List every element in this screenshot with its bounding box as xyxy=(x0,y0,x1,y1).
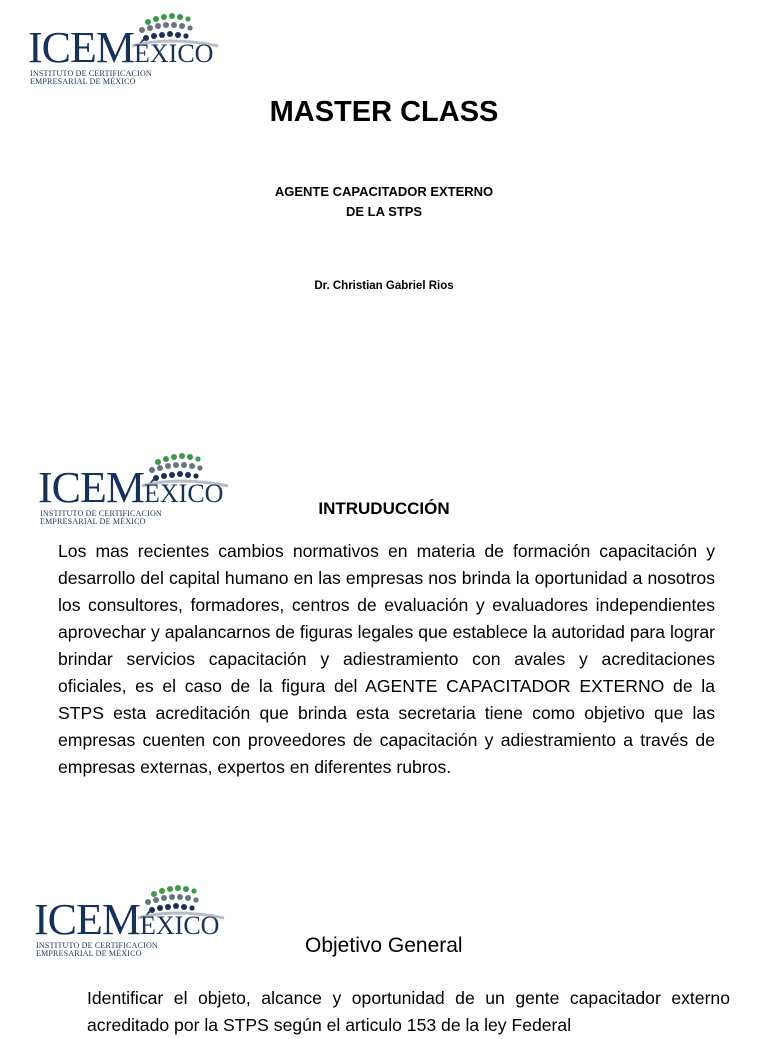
logo xyxy=(28,12,214,92)
logo-subtitle: INSTITUTO DE CERTIFICACION EMPRESARIAL DE MÉXICO xyxy=(40,509,162,526)
cover-subtitle: AGENTE CAPACITADOR EXTERNO DE LA STPS xyxy=(274,184,494,219)
logo-subtitle: INSTITUTO DE CERTIFICACION EMPRESARIAL DE MÉXICO xyxy=(30,69,152,86)
objective-heading: Objetivo General xyxy=(305,934,463,957)
objective-paragraph: Identificar el objeto, alcance y oportunidad de un gente capacitador externo acreditado por la STPS según el articulo 153 de la ley Federal xyxy=(87,988,730,1035)
intro-heading: INTRUDUCCIÓN xyxy=(318,499,450,518)
logo xyxy=(38,452,224,532)
cover-author: Dr. Christian Gabriel Rios xyxy=(314,280,454,292)
logo xyxy=(34,884,220,964)
cover-title: MASTER CLASS xyxy=(269,96,499,128)
logo-wordmark: ICEMÉXICO xyxy=(34,895,220,944)
logo-wordmark: ICEMÉXICO xyxy=(28,23,214,72)
logo-wordmark: ICEMÉXICO xyxy=(38,463,224,512)
logo-subtitle: INSTITUTO DE CERTIFICACION EMPRESARIAL DE MÉXICO xyxy=(36,941,158,958)
intro-paragraph: Los mas recientes cambios normativos en materia de formación capacitación y desarrollo del capital humano en las empresas nos brinda la oportunidad a nosotros los consultores, formadores, centros de evaluación y evaluadores independientes aprovechar y apalancarnos de figuras legales que establece la autoridad para lograr brindar servicios capacitación y adiestramiento con avales y acreditaciones oficiales, es el caso de la figura del AGENTE CAPACITADOR EXTERNO de la STPS esta acreditación que brinda esta secretaria tiene como objetivo que las empresas cuenten con proveedores de capacitación y adiestramiento a través de empresas externas, expertos en diferentes rubros. xyxy=(58,541,715,777)
